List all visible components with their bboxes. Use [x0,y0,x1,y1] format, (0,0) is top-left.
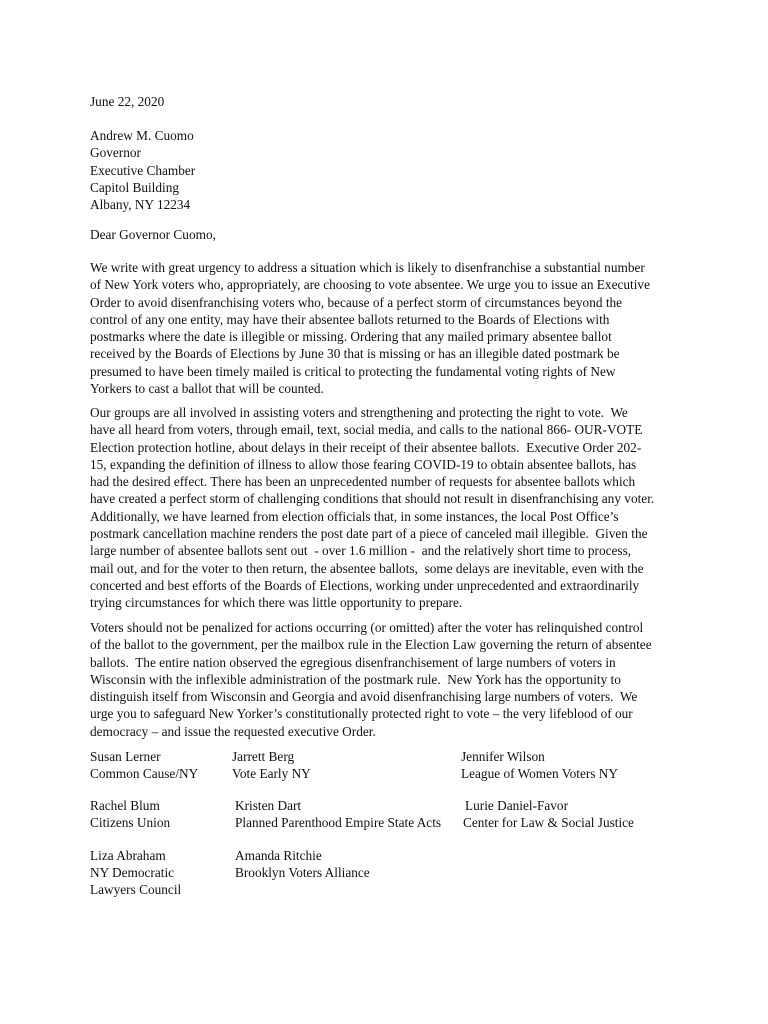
paragraph-line: Election protection hotline, about delays in their receipt of their absentee ballots. Executive Order 202- [90,439,642,455]
paragraph-line: We write with great urgency to address a situation which is likely to disenfranchise a substantial number [90,260,645,275]
salutation: Dear Governor Cuomo, [90,227,216,242]
paragraph-line: received by the Boards of Elections by June 30 that is missing or has an illegible dated postmark be [90,346,620,362]
signatory-name: Jennifer Wilson [461,749,545,764]
paragraph-line: Order to avoid disenfranchising voters who, because of a perfect storm of circumstances beyond the [90,294,623,310]
recipient-building: Capitol Building [90,179,180,195]
signatory-org: Lawyers Council [90,882,182,897]
recipient-office: Executive Chamber [90,162,196,178]
recipient-address [90,127,195,213]
paragraph-line: have created a perfect storm of challenging conditions that should not result in disenfranchising any voter. [90,491,655,507]
paragraph-line: of the ballot to the government, per the mailbox rule in the Election Law governing the return of absentee [90,637,652,653]
signatory-name: Rachel Blum [90,798,160,813]
paragraph-line: large number of absentee ballots sent out - over 1.6 million - and the relatively short time to process, [90,543,632,559]
paragraph-line: of New York voters who, appropriately, are choosing to vote absentee. We urge you to issue an Executive [90,277,650,293]
paragraph-line: urge you to safeguard New Yorker’s constitutionally protected right to vote – the very lifeblood of our [90,706,633,722]
paragraph-line: concerted and best efforts of the Boards of Elections, working under unprecedented and extraordinarily [90,577,640,593]
signatory-org: Vote Early NY [232,766,311,781]
paragraph-line: Yorkers to cast a ballot that will be counted. [90,381,324,397]
paragraph-line: trying circumstances for which there was little opportunity to prepare. [90,595,463,611]
recipient-name: Andrew M. Cuomo [90,128,194,143]
signatory-name: Lurie Daniel-Favor [465,798,569,813]
signatory-org: Brooklyn Voters Alliance [235,865,370,880]
signatory-name: Jarrett Berg [232,749,295,764]
signatory-org: League of Women Voters NY [461,766,618,781]
body-paragraph-3 [90,619,690,740]
letter-date: June 22, 2020 [90,94,165,109]
paragraph-line: postmark cancellation machine renders the post date part of a piece of canceled mail illegible. Given the [90,526,648,542]
paragraph-line: Additionally, we have learned from election officials that, in some instances, the local Post Office’s [90,508,619,524]
paragraph-line: democracy – and issue the requested executive Order. [90,723,376,739]
paragraph-line: Wisconsin with the inflexible administration of the postmark rule. New York has the opportunity to [90,671,621,687]
signatory-org: Citizens Union [90,815,171,830]
paragraph-line: Voters should not be penalized for actions occurring (or omitted) after the voter has relinquished control [90,620,644,635]
recipient-title: Governor [90,145,141,161]
body-paragraph-2 [90,404,690,612]
signatory-org: NY Democratic [90,865,175,880]
signatory-name: Susan Lerner [90,749,161,764]
paragraph-line: control of any one entity, may have their absentee ballots returned to the Boards of Elections with [90,311,610,327]
paragraph-line: 15, expanding the definition of illness to allow those fearing COVID-19 to obtain absentee ballots, has [90,456,637,472]
paragraph-line: distinguish itself from Wisconsin and Georgia and avoid disenfranchising large numbers of voters. We [90,689,638,705]
paragraph-line: Our groups are all involved in assisting voters and strengthening and protecting the right to vote. We [90,405,628,420]
paragraph-line: postmarks where the date is illegible or missing. Ordering that any mailed primary absentee ballot [90,329,612,345]
paragraph-line: mail out, and for the voter to then return, the absentee ballots, some delays are inevitable, even with the [90,560,644,576]
paragraph-line: ballots. The entire nation observed the egregious disenfranchisement of large numbers of voters in [90,654,616,670]
body-paragraph-1 [90,259,690,397]
recipient-city: Albany, NY 12234 [90,197,191,213]
paragraph-line: had the desired effect. There has been an unprecedented number of requests for absentee ballots which [90,474,636,490]
paragraph-line: presumed to have been timely mailed is critical to protecting the fundamental voting rights of New [90,363,616,379]
signatory-name: Amanda Ritchie [235,848,322,863]
signatory-org: Planned Parenthood Empire State Acts [235,815,442,830]
signatory-org: Center for Law & Social Justice [463,815,634,830]
paragraph-line: have all heard from voters, through email, text, social media, and calls to the national 866- OUR-VOTE [90,422,643,438]
signatory-name: Kristen Dart [235,798,302,813]
signatory-org: Common Cause/NY [90,766,199,781]
signatory-name: Liza Abraham [90,848,166,863]
